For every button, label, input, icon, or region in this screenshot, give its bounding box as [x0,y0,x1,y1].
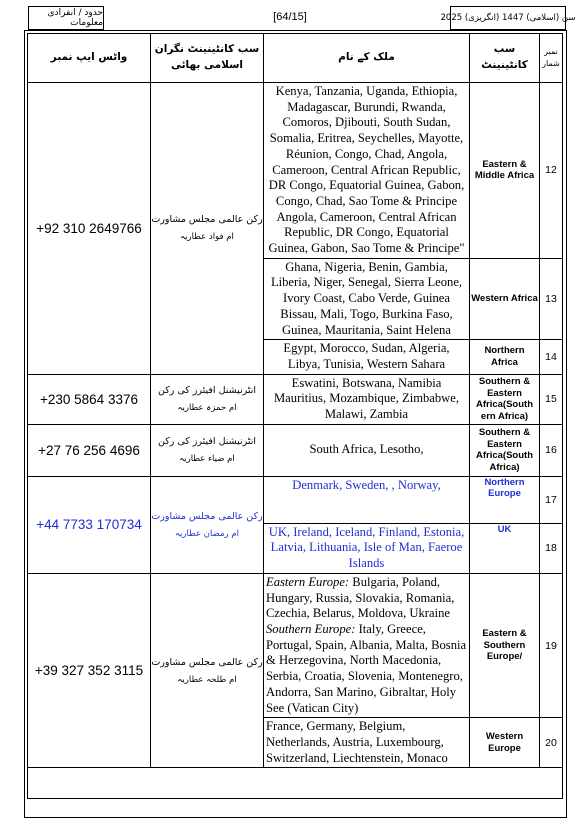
supervisor-role: انٹرنیشنل افیئرز کی رکن [157,436,257,448]
table-row [28,424,563,476]
row-number: 19 [540,573,563,717]
eastern-europe-label: Eastern Europe: [266,574,350,589]
subcontinent-cell: Southern & Eastern Africa(South Africa) [470,424,540,476]
supervisor-role: رکن عالمی مجلس مشاورت [151,214,263,226]
countries-cell: Kenya, Tanzania, Uganda, Ethiopia, Madagascar, Burundi, Rwanda, Comoros, Djibouti, South Sudan, Somalia, Eritrea, Seychelles, Mayotte, Réunion, Congo, Chad, Angola, Cameroon, Central African Republic, DR Congo, Equatorial Guinea, Gabon, Congo, Chad, Sao Tome & Principe Angola, Cameroon, Central African Republic, DR Congo, Equatorial Guinea, Gabon, Sao Tome & Principe" [264,83,470,259]
countries-cell [264,573,470,717]
col-header-subcontinent: سب کانٹینینٹ [470,34,540,83]
countries-cell: France, Germany, Belgium, Netherlands, Austria, Luxembourg, Switzerland, Liechtenstein, Monaco [264,718,470,768]
supervisor-cell [151,374,264,424]
subcontinent-table [27,33,563,799]
col-header-supervisor: سب کانٹینینٹ نگران اسلامی بھائی [151,34,264,83]
row-number: 12 [540,83,563,259]
table-row [28,83,563,259]
blank-row [28,768,563,799]
whatsapp-number: +92 310 2649766 [28,83,151,375]
table-row [28,476,563,523]
col-header-whatsapp: واٹس ایپ نمبر [28,34,151,83]
countries-cell: South Africa, Lesotho, [264,424,470,476]
table-row [28,374,563,424]
supervisor-name: ام طلحہ عطاریہ [177,674,237,685]
header-year: سن (اسلامی) 1447 (انگریزی) 2025 [450,6,566,30]
whatsapp-number: +230 5864 3376 [28,374,151,424]
row-number: 17 [540,476,563,523]
row-number: 14 [540,340,563,374]
whatsapp-number: +39 327 352 3115 [28,573,151,767]
countries-cell: Eswatini, Botswana, Namibia Mauritius, Mozambique, Zimbabwe, Malawi, Zambia [264,374,470,424]
row-number: 15 [540,374,563,424]
supervisor-role: انٹرنیشنل افیئرز کی رکن [157,385,257,397]
col-header-countries: ملک کے نام [264,34,470,83]
supervisor-cell [151,424,264,476]
row-number: 18 [540,523,563,573]
subcontinent-cell: Northern Europe [470,476,540,523]
subcontinent-cell: Eastern & Southern Europe/ [470,573,540,717]
row-number: 13 [540,258,563,340]
supervisor-name: ام رمضان عطاریہ [175,528,239,539]
supervisor-role: رکن عالمی مجلس مشاورت [151,656,263,668]
table-row [28,573,563,717]
subcontinent-cell: Western Africa [470,258,540,340]
blank-cell [28,768,563,799]
countries-cell: UK, Ireland, Iceland, Finland, Estonia, Latvia, Lithuania, Isle of Man, Faeroe Islands [264,523,470,573]
eastern-europe-list: Bulgaria, Poland, Hungary, Russia, Slovakia, Romania, Czechia, Belarus, Moldova, Ukraine [266,574,455,621]
countries-cell: Denmark, Sweden, , Norway, [264,476,470,523]
supervisor-role: رکن عالمی مجلس مشاورت [151,510,263,522]
subcontinent-cell: Northern Africa [470,340,540,374]
subcontinent-cell: Western Europe [470,718,540,768]
subcontinent-cell: UK [470,523,540,573]
supervisor-name: ام فواد عطاریہ [180,232,234,243]
page-number: [64/15] [273,11,307,23]
countries-cell: Egypt, Morocco, Sudan, Algeria, Libya, Tunisia, Western Sahara [264,340,470,374]
row-number: 16 [540,424,563,476]
supervisor-cell [151,476,264,573]
subcontinent-cell: Eastern & Middle Africa [470,83,540,259]
supervisor-cell [151,83,264,375]
header-section-label: حدود / انفرادی معلومات [28,6,104,30]
supervisor-cell [151,573,264,767]
row-number: 20 [540,718,563,768]
supervisor-name: ام ضیاء عطاریہ [179,454,235,465]
col-header-number: نمبر شمار [540,34,563,83]
whatsapp-number: +44 7733 170734 [28,476,151,573]
table-header-row [28,34,563,83]
subcontinent-cell: Southern & Eastern Africa(South ern Africa) [470,374,540,424]
southern-europe-label: Southern Europe: [266,621,356,636]
southern-europe-list: Italy, Greece, Portugal, Spain, Albania, Malta, Bosnia & Herzegovina, North Macedonia, Serbia, Croatia, Slovenia, Montenegro, Andorra, San Marino, Gibraltar, Holy See (Vatican City) [266,621,467,715]
supervisor-name: ام حمزہ عطاریہ [177,403,237,414]
whatsapp-number: +27 76 256 4696 [28,424,151,476]
countries-cell: Ghana, Nigeria, Benin, Gambia, Liberia, Niger, Senegal, Sierra Leone, Ivory Coast, Cabo Verde, Guinea Bissau, Mali, Togo, Burkina Faso, Guinea, Mauritania, Saint Helena [264,258,470,340]
